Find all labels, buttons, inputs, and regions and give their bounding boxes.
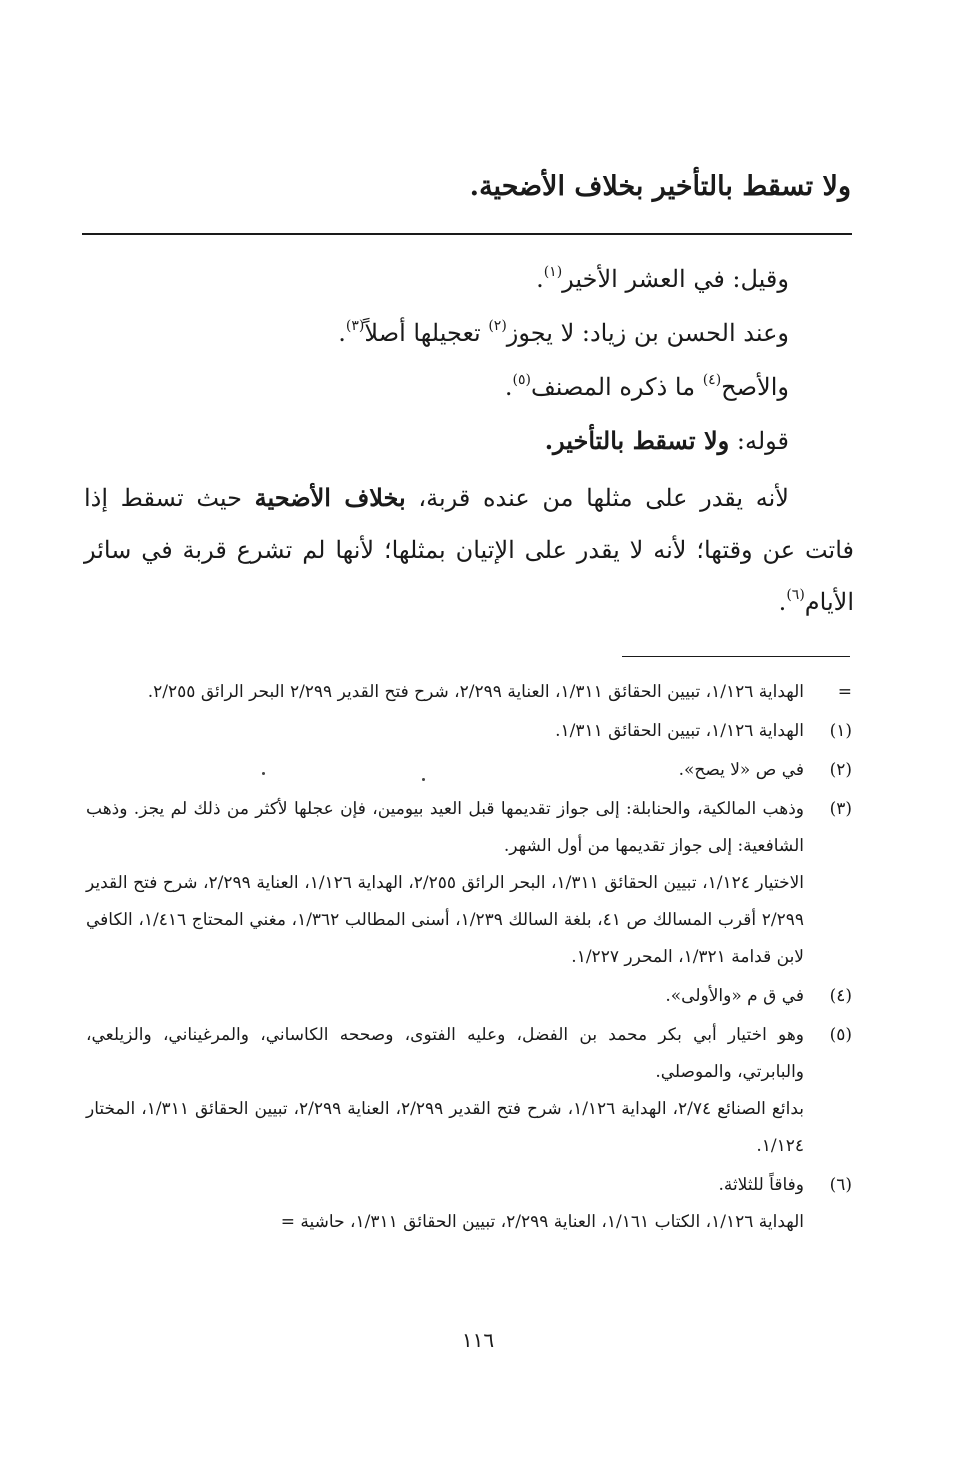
footnote-number: (٥) [829, 1025, 852, 1045]
scan-speck [262, 772, 265, 775]
footnote-ref-6[interactable]: (٦) [786, 587, 805, 603]
footnote-number: (٢) [829, 760, 852, 780]
footnote-1 [86, 713, 852, 750]
footnote-ref-4[interactable]: (٤) [702, 372, 722, 388]
footnote-text: الهداية ١/١٢٦، تبيين الحقائق ١/٣١١، العناية ٢/٢٩٩، شرح فتح القدير ٢/٢٩٩ البحر الرائق ٢/٢٥٥. [147, 682, 804, 702]
main-line-2: وعند الحسن بن زياد: لا يجوز$^{(٢)}$ تعجيلها أصلاً$^{(٣)}$. [338, 318, 789, 347]
footnote-6 [86, 1167, 852, 1241]
main-line-1: وقيل: في العشر الأخير$^{(١)}$. [536, 264, 789, 293]
main-line-3: والأصح$^{(٤)}$ ما ذكره المصنف$^{(٥)}$. [504, 372, 789, 401]
footnote-text: وذهب المالكية، والحنابلة: إلى جواز تقديمها قبل العيد بيومين، فإن عجلها لأكثر من ذلك لم يجز. وذهب الشافعية: إلى جواز تقديمها من أول الشهر. الاختيار ١/١٢٤، تبيين الحقائق ١/٣١١، البحر الرائق ٢/٢٥٥، الهداية ١/١٢٦، العناية ٢/٢٩٩، شرح فتح القدير ٢/٢٩٩ أقرب المسالك ص ٤١، بلغة السالك ١/٢٣٩، أسنى المطالب ١/٣٦٢، مغني المحتاج ١/٤١٦، الكافي لابن قدامة ١/٣٢١، المحرر ١/٢٢٧. [86, 799, 804, 967]
footnote-text: في ص «لا يصح». [678, 760, 804, 780]
footnote-text: الهداية ١/١٢٦، تبيين الحقائق ١/٣١١. [555, 721, 804, 741]
footnote-3 [86, 791, 852, 976]
footnote-ref-3[interactable]: (٣) [345, 318, 365, 334]
footnote-number: (٣) [829, 799, 852, 819]
footnote-ref-5[interactable]: (٥) [512, 372, 531, 388]
footnotes [86, 674, 852, 1243]
scan-speck [422, 778, 425, 781]
footnote-text: في ق م «والأولى». [665, 986, 804, 1006]
footnote-ref-2[interactable]: (٢) [488, 318, 507, 334]
footnote-text: وفاقاً للثلاثة. الهداية ١/١٢٦، الكتاب ١/١٦١، العناية ٢/٢٩٩، تبيين الحقائق ١/٣١١، حاشية = [280, 1175, 804, 1232]
footnote-number: (٦) [829, 1175, 852, 1195]
main-paragraph: لأنه يقدر على مثلها من عنده قربة، بخلاف الأضحية حيث تسقط إذا فاتت عن وقتها؛ لأنه لا يقدر على الإتيان بمثلها؛ لأنها لم تشرع قربة في سائر الأيام$^{(٦)}$. [84, 483, 854, 616]
footnote-text: وهو اختيار أبي بكر محمد بن الفضل، وعليه الفتوى، وصححه الكاساني، والمرغيناني، والزيلعي، والبابرتي، والموصلي. بدائع الصنائع ٢/٧٤، الهداية ١/١٢٦، شرح فتح القدير ٢/٢٩٩، العناية ٢/٢٩٩، تبيين الحقائق ١/٣١١، المختار ١/١٢٤. [86, 1025, 804, 1156]
footnote-5 [86, 1017, 852, 1165]
quoted-matn: ولا تسقط بالتأخير. [544, 426, 730, 455]
footnote-separator [622, 656, 850, 657]
page-number: ١١٦ [461, 1328, 495, 1352]
footnote-continuation [86, 674, 852, 711]
header-rule [82, 233, 852, 235]
bold-phrase: بخلاف الأضحية [254, 483, 406, 512]
footnote-number: = [837, 682, 852, 702]
main-line-4: قوله: ولا تسقط بالتأخير. [544, 426, 789, 455]
main-text [84, 252, 854, 628]
footnote-ref-1[interactable]: (١) [543, 264, 563, 280]
footnote-4 [86, 978, 852, 1015]
footnote-2 [86, 752, 852, 789]
footnote-number: (٤) [829, 986, 852, 1006]
footnote-number: (١) [829, 721, 852, 741]
running-header: ولا تسقط بالتأخير بخلاف الأضحية. [469, 171, 851, 202]
